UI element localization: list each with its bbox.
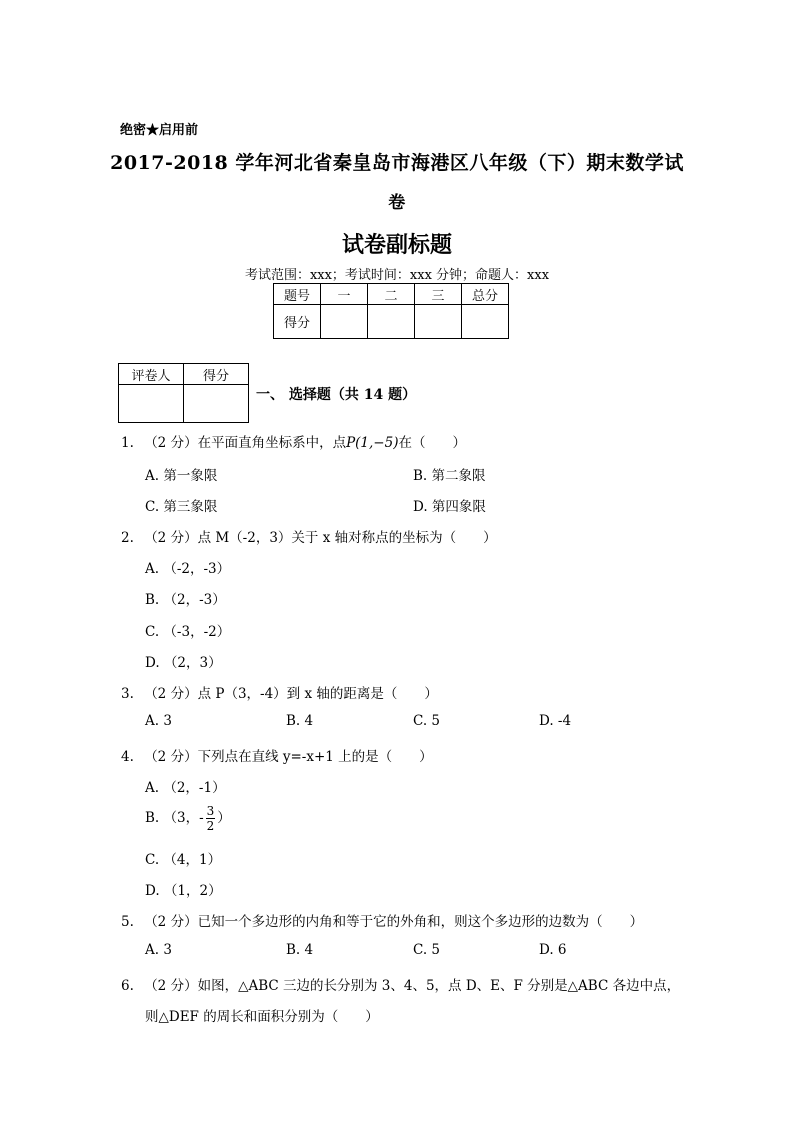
- option-a: A. （2，-1）: [145, 780, 226, 796]
- option-d: D. （1，2）: [145, 883, 222, 899]
- option-c: C. （4，1）: [145, 852, 222, 868]
- question-2: [121, 526, 497, 546]
- option-a: A. 第一象限: [145, 468, 218, 484]
- question-text: （2 分）如图，△ABC 三边的长分别为 3、4、5，点 D、E、F 分别是△ABC 各边中点，: [144, 978, 681, 994]
- option-d: D. 第四象限: [413, 499, 486, 515]
- score-row-label: 得分: [274, 305, 321, 339]
- score-cell: [321, 305, 368, 339]
- score-header-cell: 总分: [462, 284, 509, 305]
- grader-cell: [184, 385, 249, 423]
- question-3: [121, 682, 438, 702]
- score-header-cell: 二: [368, 284, 415, 305]
- option-a: A. （-2，-3）: [145, 561, 231, 577]
- exam-subtitle: 试卷副标题: [341, 232, 452, 258]
- option-b: B. 4: [286, 942, 314, 958]
- fraction-denominator: 2: [206, 819, 215, 833]
- question-number: 6.: [121, 978, 134, 994]
- question-text: （2 分）下列点在直线 y=-x+1 上的是（ ）: [144, 749, 433, 765]
- question-text: （2 分）点 M（-2，3）关于 x 轴对称点的坐标为（ ）: [144, 530, 497, 546]
- score-table: [273, 283, 509, 339]
- option-c: C. 5: [413, 942, 441, 958]
- section-title: 一、 选择题（共 14 题）: [256, 387, 417, 403]
- score-header-cell: 题号: [274, 284, 321, 305]
- question-6: [121, 974, 680, 994]
- question-text: （2 分）在平面直角坐标系中，点: [144, 435, 347, 451]
- option-a: A. 3: [145, 713, 172, 729]
- option-a: A. 3: [145, 942, 172, 958]
- confidential-mark: 绝密★启用前: [120, 123, 199, 138]
- exam-title-line2: 卷: [388, 193, 406, 213]
- score-cell: [368, 305, 415, 339]
- exam-title-line1: 2017-2018 学年河北省秦皇岛市海港区八年级（下）期末数学试: [110, 152, 684, 174]
- question-number: 5.: [121, 914, 134, 930]
- option-b: B. 4: [286, 713, 314, 729]
- option-b-close: ）: [217, 810, 231, 826]
- math-expression: P(1,−5): [346, 435, 399, 451]
- question-number: 4.: [121, 749, 134, 765]
- option-c: C. 5: [413, 713, 441, 729]
- question-6-line2: 则△DEF 的周长和面积分别为（ ）: [145, 1009, 379, 1025]
- question-text: 在（ ）: [398, 435, 466, 451]
- option-d: D. -4: [539, 713, 572, 729]
- question-text: （2 分）已知一个多边形的内角和等于它的外角和，则这个多边形的边数为（ ）: [144, 914, 644, 930]
- score-cell: [462, 305, 509, 339]
- score-header-cell: 三: [415, 284, 462, 305]
- exam-info: 考试范围：xxx；考试时间：xxx 分钟；命题人：xxx: [244, 268, 550, 283]
- question-number: 3.: [121, 686, 134, 702]
- fraction: [206, 804, 216, 833]
- grader-cell: [119, 385, 184, 423]
- question-4: [121, 745, 433, 765]
- score-cell: [415, 305, 462, 339]
- option-d: D. （2，3）: [145, 655, 222, 671]
- option-b: B. （2，-3）: [145, 592, 226, 608]
- question-number: 1.: [121, 435, 134, 451]
- option-b: [145, 804, 231, 833]
- question-text: （2 分）点 P（3，-4）到 x 轴的距离是（ ）: [144, 686, 438, 702]
- score-header-cell: 一: [321, 284, 368, 305]
- option-b-text: B. （3，-: [145, 810, 204, 826]
- fraction-numerator: 3: [206, 804, 215, 818]
- grader-header-cell: 得分: [184, 364, 249, 385]
- grader-header-cell: 评卷人: [119, 364, 184, 385]
- question-5: [121, 910, 643, 930]
- grader-table: [118, 363, 249, 423]
- question-1: [121, 431, 466, 451]
- question-number: 2.: [121, 530, 134, 546]
- option-b: B. 第二象限: [413, 468, 486, 484]
- option-c: C. 第三象限: [145, 499, 218, 515]
- option-d: D. 6: [539, 942, 567, 958]
- option-c: C. （-3，-2）: [145, 624, 231, 640]
